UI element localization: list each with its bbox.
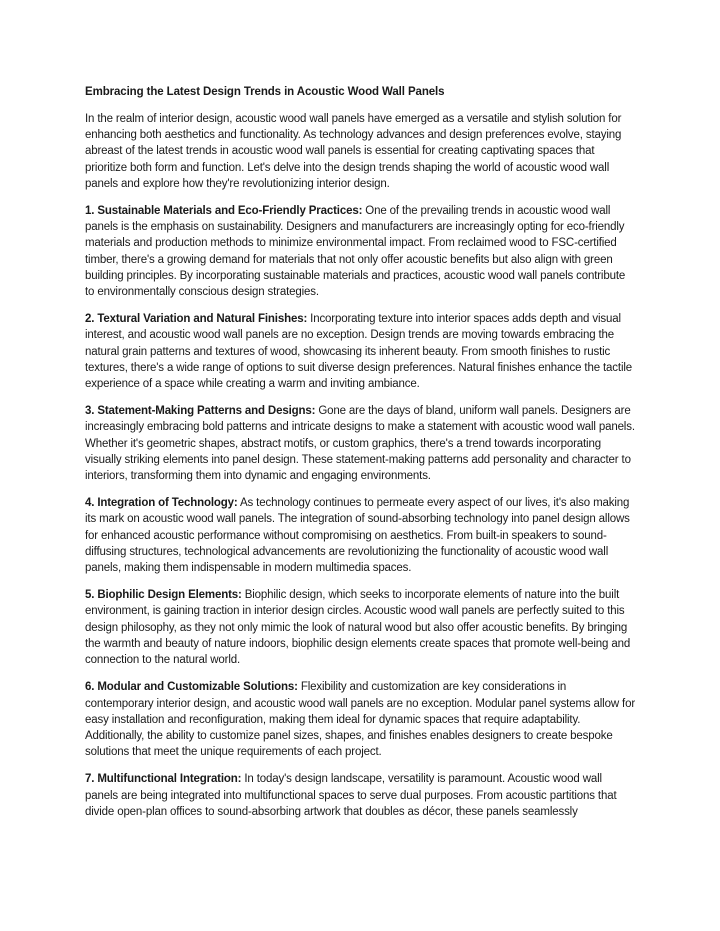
- section-heading: 3. Statement-Making Patterns and Designs:: [85, 405, 316, 418]
- section-paragraph: [85, 403, 637, 484]
- section-heading: 6. Modular and Customizable Solutions:: [85, 681, 298, 694]
- section-heading: 5. Biophilic Design Elements:: [85, 589, 242, 602]
- section-heading: 4. Integration of Technology:: [85, 497, 238, 510]
- section-body: Incorporating texture into interior spaces adds depth and visual interest, and acoustic wood wall panels are no exception. Design trends are moving towards embracing the natural grain patterns and textures of wood, showcasing its inherent beauty. From smooth finishes to rustic textures, there's a wide range of options to suit diverse design preferences. Natural finishes enhance the tactile experience of a space while creating a warm and inviting ambiance.: [85, 313, 633, 391]
- section-heading: 2. Textural Variation and Natural Finishes:: [85, 313, 308, 326]
- document-title: Embracing the Latest Design Trends in Acoustic Wood Wall Panels: [85, 86, 445, 98]
- section-body: Flexibility and customization are key considerations in contemporary interior design, and acoustic wood wall panels are no exception. Modular panel systems allow for easy installation and reconfiguration, making them ideal for dynamic spaces that require adaptability. Additionally, the ability to customize panel sizes, shapes, and finishes enables designers to create bespoke solutions that meet the unique requirements of each project.: [85, 681, 636, 759]
- section-body: One of the prevailing trends in acoustic wood wall panels is the emphasis on sustainability. Designers and manufacturers are increasingly opting for eco-friendly materials and production methods to minimize environmental impact. From reclaimed wood to FSC-certified timber, there's a growing demand for materials that not only offer acoustic benefits but also align with green building principles. By incorporating sustainable materials and practices, acoustic wood wall panels contribute to environmentally conscious design strategies.: [85, 205, 626, 299]
- section-paragraph: [85, 679, 637, 760]
- section-body: As technology continues to permeate every aspect of our lives, it's also making its mark on acoustic wood wall panels. The integration of sound-absorbing technology into panel design allows for enhanced acoustic performance without compromising on aesthetics. From built-in speakers to sound-diffusing structures, technological advancements are revolutionizing the functionality of acoustic wood wall panels, making them indispensable in modern multimedia spaces.: [85, 497, 630, 575]
- section-body: Gone are the days of bland, uniform wall panels. Designers are increasingly embracing bold patterns and intricate designs to make a statement with acoustic wood wall panels. Whether it's geometric shapes, abstract motifs, or custom graphics, there's a trend towards incorporating visually striking elements into panel design. These statement-making patterns add personality and character to interiors, transforming them into dynamic and engaging environments.: [85, 405, 635, 483]
- intro-paragraph: In the realm of interior design, acoustic wood wall panels have emerged as a versatile and stylish solution for enhancing both aesthetics and functionality. As technology advances and design preferences evolve, staying abreast of the latest trends in acoustic wood wall panels is essential for creating captivating spaces that prioritize both form and function. Let's delve into the design trends shaping the world of acoustic wood wall panels and explore how they're revolutionizing interior design.: [85, 113, 622, 190]
- section-paragraph: [85, 203, 637, 300]
- document-page: [85, 84, 637, 831]
- section-paragraph: [85, 587, 637, 668]
- section-heading: 7. Multifunctional Integration:: [85, 773, 242, 786]
- section-paragraph: [85, 771, 637, 820]
- section-heading: 1. Sustainable Materials and Eco-Friendly Practices:: [85, 205, 363, 218]
- section-body: In today's design landscape, versatility is paramount. Acoustic wood wall panels are being integrated into multifunctional spaces to serve dual purposes. From acoustic partitions that divide open-plan offices to sound-absorbing artwork that doubles as décor, these panels seamlessly: [85, 773, 617, 818]
- section-paragraph: [85, 495, 637, 576]
- section-body: Biophilic design, which seeks to incorporate elements of nature into the built environment, is gaining traction in interior design circles. Acoustic wood wall panels are perfectly suited to this design philosophy, as they not only mimic the look of natural wood but also offer acoustic benefits. By bringing the warmth and beauty of nature indoors, biophilic design elements create spaces that promote well-being and connection to the natural world.: [85, 589, 631, 667]
- section-paragraph: [85, 311, 637, 392]
